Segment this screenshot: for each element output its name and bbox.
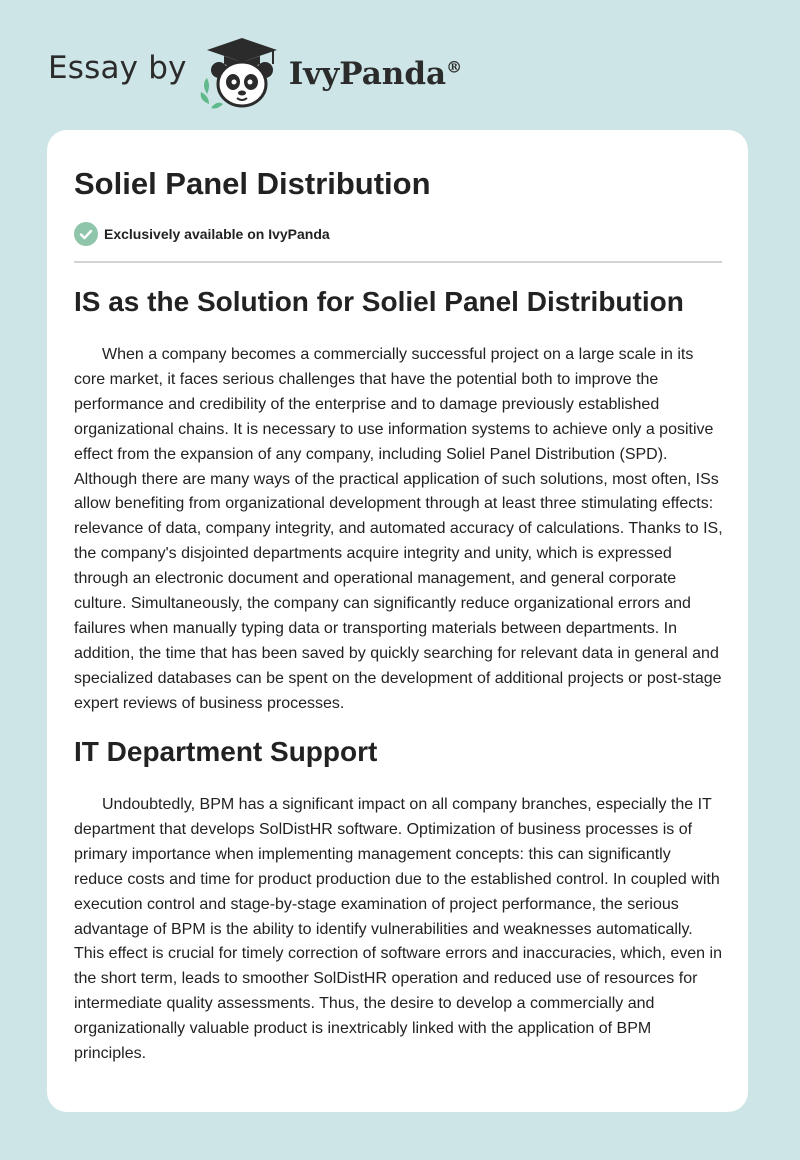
- registered-mark: ®: [446, 57, 463, 77]
- essay-card: [47, 130, 748, 1112]
- leaf-1: [204, 78, 209, 94]
- exclusive-badge: [74, 222, 330, 246]
- leaf-2: [200, 92, 208, 104]
- cap-top: [207, 38, 277, 62]
- page-title: Soliel Panel Distribution: [74, 166, 431, 201]
- brand-name-text: IvyPanda: [288, 56, 447, 92]
- panda-logo-svg: [197, 34, 287, 110]
- panda-nose: [238, 91, 246, 96]
- brand-header[interactable]: [48, 34, 462, 110]
- left-eye: [231, 80, 236, 85]
- section-body-it-support: Undoubtedly, BPM has a significant impact on all company branches, especially the IT department that develops SolDistHR software. Optimization of business processes is of primary importance when implementing management concepts: this can significantly reduce costs and time for product production due to the established control. In coupled with execution control and stage-by-stage examination of project performance, the serious advantage of BPM is the ability to identify vulnerabilities and weaknesses automatically. This effect is crucial for timely correction of software errors and inaccuracies, which, even in the short term, leads to smoother SolDistHR operation and reduced use of resources for intermediate quality assessments. Thus, the desire to develop a commercially and organizationally valuable product is inextricably linked with the application of BPM principles.: [74, 796, 722, 1063]
- brand-name: [289, 56, 462, 92]
- right-eye: [247, 80, 252, 85]
- panda-logo-icon: [197, 34, 287, 110]
- checkmark-icon: [74, 222, 98, 246]
- section-heading-is-solution: IS as the Solution for Soliel Panel Distribution: [74, 286, 684, 317]
- brand-prefix: Essay by: [48, 50, 187, 86]
- badge-label: Exclusively available on IvyPanda: [104, 226, 330, 242]
- leaf-3: [211, 103, 223, 109]
- title-divider: [74, 261, 722, 263]
- section-body-is-solution: When a company becomes a commercially successful project on a large scale in its core market, it faces serious challenges that have the potential both to improve the performance and credibility of the enterprise and to damage previously established organizational chains. It is necessary to use information systems to achieve only a positive effect from the expansion of any company, including Soliel Panel Distribution (SPD). Although there are many ways of the practical application of such solutions, most often, ISs allow benefiting from organizational development through at least three stimulating effects: relevance of data, company integrity, and automated accuracy of calculations. Thanks to IS, the company's disjointed departments acquire integrity and unity, which is expressed through an electronic document and operational management, and general corporate culture. Simultaneously, the company can significantly reduce organizational errors and failures when manually typing data or transporting materials between departments. In addition, the time that has been saved by quickly searching for relevant data in general and specialized databases can be spent on the development of additional projects or post-stage expert reviews of business processes.: [74, 346, 723, 712]
- section-heading-it-support: IT Department Support: [74, 736, 378, 767]
